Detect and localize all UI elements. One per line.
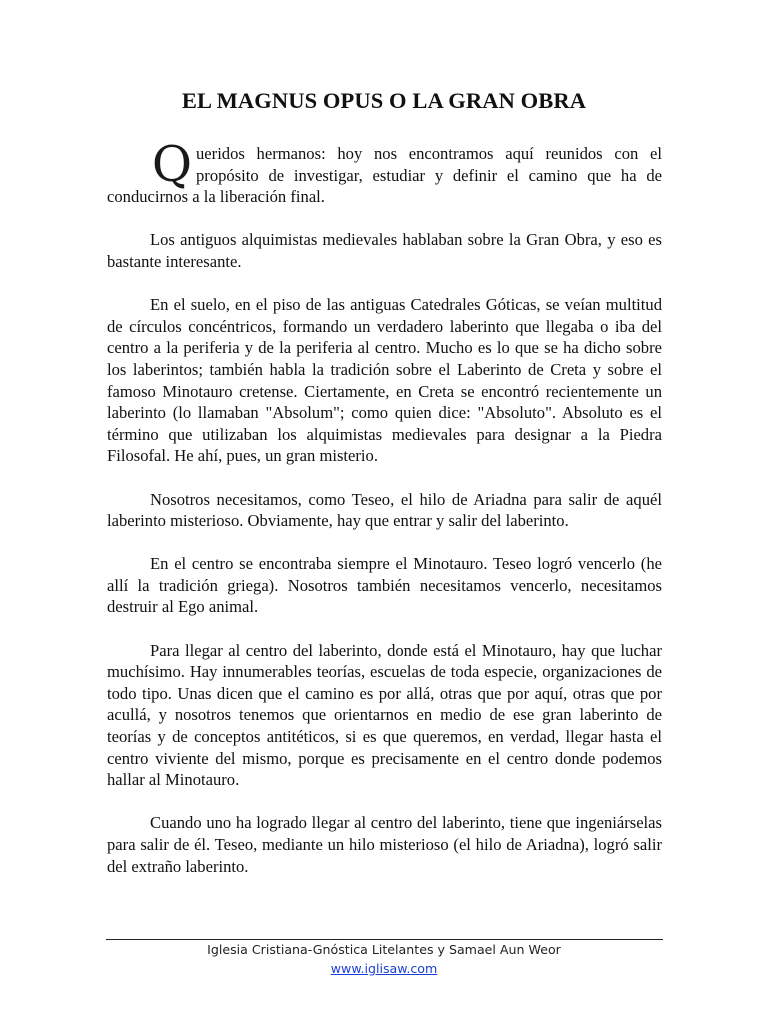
footer-organization: Iglesia Cristiana-Gnóstica Litelantes y Samael Aun Weor — [207, 942, 561, 957]
paragraph-4: Nosotros necesitamos, como Teseo, el hilo de Ariadna para salir de aquél laberinto misterioso. Obviamente, hay que entrar y salir del laberinto. — [107, 489, 662, 531]
paragraph-1-text: ueridos hermanos: hoy nos encontramos aquí reunidos con el propósito de investigar, estudiar y definir el camino que ha de conducirnos a la liberación final. — [107, 144, 662, 207]
page-title: EL MAGNUS OPUS O LA GRAN OBRA — [181, 88, 587, 113]
drop-cap-ornament — [151, 136, 193, 193]
footer-link-container — [0, 961, 768, 976]
paragraph-3: En el suelo, en el piso de las antiguas Catedrales Góticas, se veían multitud de círculos concéntricos, formando un verdadero laberinto que llegaba o iba del centro a la periferia y de la periferia al centro. Mucho es lo que se ha dicho sobre los laberintos; también habla la tradición sobre el Laberinto de Creta y sobre el famoso Minotauro cretense. Ciertamente, en Creta se encontró recientemente un laberinto (lo llamaban "Absolum"; como quien dice: "Absoluto". Absoluto es el término que utilizaban los alquimistas medievales para designar a la Piedra Filosofal. He ahí, pues, un gran misterio. — [107, 295, 662, 466]
paragraph-6: Para llegar al centro del laberinto, donde está el Minotauro, hay que luchar muchísimo. Hay innumerables teorías, escuelas de toda especie, organizaciones de todo tipo. Unas dicen que el camino es por allá, otras que por aquí, otras que por acullá, y nosotros tenemos que orientarnos en medio de ese gran laberinto de teorías y de conceptos antitéticos, si es que queremos, en verdad, llegar hasta el centro viviente del mismo, porque es precisamente en el centro donde podemos hallar al Minotauro. — [107, 640, 662, 790]
footer-website-link[interactable]: www.iglisaw.com — [330, 961, 438, 976]
footer-divider — [106, 939, 663, 940]
paragraph-2: Los antiguos alquimistas medievales hablaban sobre la Gran Obra, y eso es bastante interesante. — [107, 230, 662, 271]
paragraph-7: Cuando uno ha logrado llegar al centro del laberinto, tiene que ingeniárselas para salir de él. Teseo, mediante un hilo misterioso (el hilo de Ariadna), logró salir del extraño laberinto. — [107, 813, 662, 876]
drop-cap-letter: Q — [151, 136, 193, 193]
paragraph-1 — [107, 136, 662, 208]
paragraph-5: En el centro se encontraba siempre el Minotauro. Teseo logró vencerlo (he allí la tradición griega). Nosotros también necesitamos vencerlo, necesitamos destruir al Ego animal. — [107, 554, 662, 617]
document-body — [107, 136, 662, 899]
